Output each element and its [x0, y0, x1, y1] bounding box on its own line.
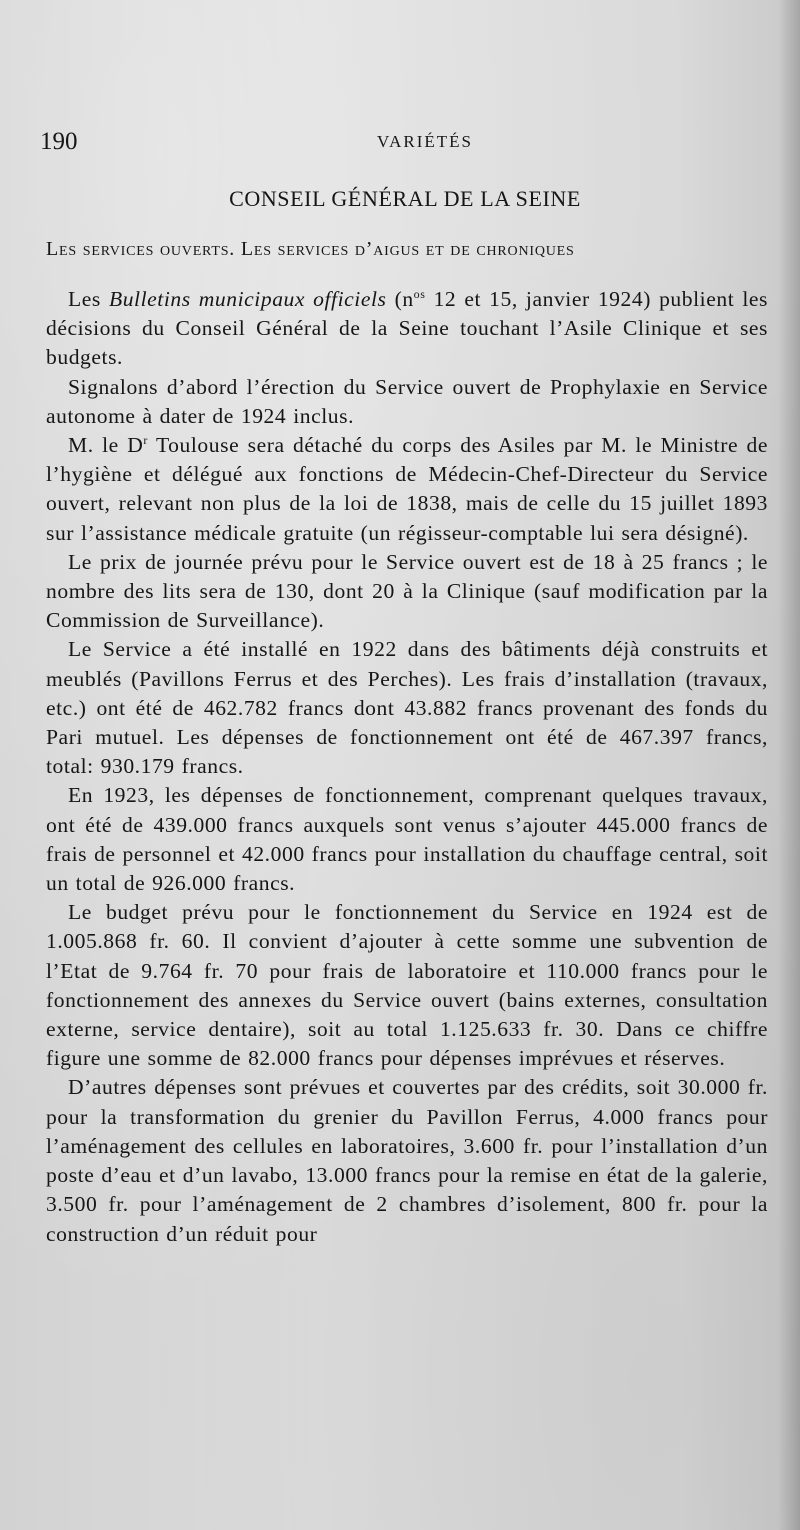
paragraph: Signalons d’abord l’érection du Service ouvert de Prophylaxie en Service autonome à dater de 1924 inclus.: [46, 374, 768, 428]
paragraph-text: Toulouse sera détaché du corps des Asiles par M. le Ministre de l’hygiène et délégué aux fonctions de Médecin-Chef-Directeur du Service ouvert, relevant non plus de la loi de 1838, mais de celle du 15 juillet 1893 sur l’assistance médicale gratuite (un régisseur-comptable lui sera désigné).: [46, 433, 768, 545]
paragraph: [46, 285, 768, 373]
superscript: os: [413, 287, 426, 301]
publication-title: Bulletins municipaux officiels: [108, 287, 387, 311]
article-body: [46, 285, 768, 1249]
running-title: VARIÉTÉS: [377, 132, 473, 151]
paragraph: Le prix de journée prévu pour le Service ouvert est de 18 à 25 francs ; le nombre des lits sera de 130, dont 20 à la Clinique (sauf modification par la Commission de Surveillance).: [46, 549, 768, 633]
paragraph: En 1923, les dépenses de fonctionnement, comprenant quelques travaux, ont été de 439.000 francs auxquels sont venus s’ajouter 445.000 francs de frais de personnel et 42.000 francs pour installation du chauffage central, soit un total de 926.000 francs.: [46, 783, 768, 896]
paragraph-text: M. le D: [68, 433, 144, 458]
paragraph-text: 12 et 15, janvier 1924) publient les décisions du Conseil Général de la Seine touchant l’Asile Clinique et ses budgets.: [46, 287, 768, 370]
page-edge-shadow: [778, 0, 800, 1530]
article-title: CONSEIL GÉNÉRAL DE LA SEINE: [229, 186, 581, 211]
paragraph-text: Les: [68, 287, 109, 311]
paragraph: Le budget prévu pour le fonctionnement du Service en 1924 est de 1.005.868 fr. 60. Il convient d’ajouter à cette somme une subvention de l’Etat de 9.764 fr. 70 pour frais de laboratoire et 110.000 francs pour le fonctionnement des annexes du Service ouvert (bains externes, consultation externe, service dentaire), soit au total 1.125.633 fr. 30. Dans ce chiffre figure une somme de 82.000 francs pour dépenses imprévues et réserves.: [46, 900, 768, 1071]
paragraph: Le Service a été installé en 1922 dans des bâtiments déjà construits et meublés (Pavillons Ferrus et des Perches). Les frais d’installation (travaux, etc.) ont été de 462.782 francs dont 43.882 francs provenant des fonds du Pari mutuel. Les dépenses de fonctionnement ont été de 467.397 francs, total: 930.179 francs.: [46, 637, 768, 779]
paragraph: D’autres dépenses sont prévues et couvertes par des crédits, soit 30.000 fr. pour la transformation du grenier du Pavillon Ferrus, 4.000 francs pour l’aménagement des cellules en laboratoires, 3.600 fr. pour l’installation d’un poste d’eau et d’un lavabo, 13.000 francs pour la remise en état de la galerie, 3.500 fr. pour l’aménagement de 2 chambres d’isolement, 800 fr. pour la construction d’un réduit pour: [46, 1075, 768, 1246]
superscript: r: [143, 433, 148, 448]
paragraph: [46, 431, 768, 548]
running-head: [40, 124, 760, 158]
article-subtitle: Les services ouverts. Les services d’aigus et de chroniques: [46, 238, 575, 260]
paragraph-text: (n: [386, 287, 414, 311]
page-number: 190: [40, 128, 78, 155]
